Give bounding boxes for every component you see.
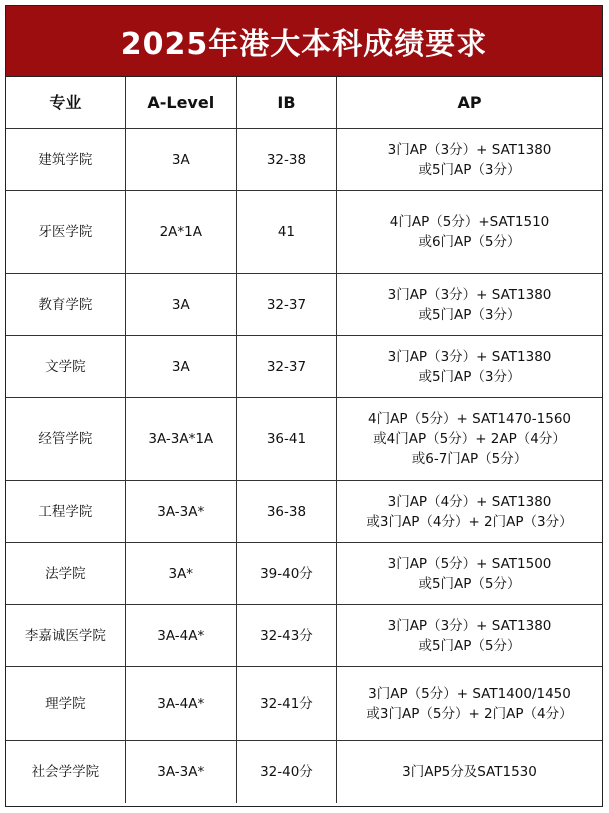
ap-line: 4门AP（5分）+SAT1510 [389, 214, 550, 230]
ib-cell: 32-41分 [236, 667, 336, 741]
ap-line: 或5门AP（5分） [418, 575, 521, 592]
ap-line: 或6-7门AP（5分） [411, 451, 528, 467]
table-row [6, 667, 602, 741]
ap-line: 3门AP（5分）+ SAT1500 [387, 555, 552, 572]
ib-cell: 32-40分 [236, 741, 336, 803]
ap-line: 或5门AP（3分） [418, 161, 521, 178]
faculty-cell: 教育学院 [6, 274, 125, 336]
ap-cell [337, 667, 602, 741]
requirements-card [5, 5, 603, 807]
ib-cell: 32-37 [236, 274, 336, 336]
ap-line: 或3门AP（4分）+ 2门AP（3分） [366, 513, 573, 530]
faculty-cell: 建筑学院 [6, 129, 125, 191]
alevel-cell: 3A [125, 336, 236, 398]
ap-cell [337, 741, 602, 803]
table-row [6, 191, 602, 274]
ap-line: 或6门AP（5分） [418, 234, 521, 250]
table-row [6, 543, 602, 605]
ib-cell: 39-40分 [236, 543, 336, 605]
header-alevel: A-Level [125, 77, 236, 129]
ap-line: 3门AP（3分）+ SAT1380 [387, 141, 552, 158]
ap-line: 或4门AP（5分）+ 2AP（4分） [373, 431, 566, 447]
faculty-cell: 李嘉诚医学院 [6, 605, 125, 667]
header-row [6, 77, 602, 129]
page-title: 2025年港大本科成绩要求 [6, 6, 602, 77]
ap-cell [337, 398, 602, 481]
ap-line: 或5门AP（3分） [418, 368, 521, 385]
ap-line: 或3门AP（5分）+ 2门AP（4分） [366, 705, 573, 722]
alevel-cell: 2A*1A [125, 191, 236, 274]
alevel-cell: 3A-4A* [125, 605, 236, 667]
table-row [6, 274, 602, 336]
ib-cell: 36-38 [236, 481, 336, 543]
ap-cell [337, 336, 602, 398]
faculty-cell: 经管学院 [6, 398, 125, 481]
ap-cell [337, 129, 602, 191]
ap-line: 3门AP（3分）+ SAT1380 [387, 348, 552, 365]
ap-line: 3门AP5分及SAT1530 [402, 763, 537, 780]
alevel-cell: 3A [125, 274, 236, 336]
faculty-cell: 法学院 [6, 543, 125, 605]
ib-cell: 36-41 [236, 398, 336, 481]
ap-cell [337, 191, 602, 274]
ap-line: 或5门AP（5分） [418, 637, 521, 654]
ap-cell [337, 605, 602, 667]
ap-line: 3门AP（4分）+ SAT1380 [387, 493, 552, 510]
faculty-cell: 牙医学院 [6, 191, 125, 274]
table-row [6, 741, 602, 803]
ib-cell: 32-38 [236, 129, 336, 191]
ib-cell: 32-43分 [236, 605, 336, 667]
ap-cell [337, 543, 602, 605]
ap-line: 4门AP（5分）+ SAT1470-1560 [368, 411, 571, 427]
requirements-table [6, 77, 602, 803]
header-ib: IB [236, 77, 336, 129]
faculty-cell: 工程学院 [6, 481, 125, 543]
table-row [6, 481, 602, 543]
faculty-cell: 社会学学院 [6, 741, 125, 803]
ap-line: 3门AP（3分）+ SAT1380 [387, 617, 552, 634]
ap-line: 3门AP（3分）+ SAT1380 [387, 286, 552, 303]
table-row [6, 605, 602, 667]
ap-cell [337, 274, 602, 336]
alevel-cell: 3A* [125, 543, 236, 605]
alevel-cell: 3A [125, 129, 236, 191]
table-row [6, 336, 602, 398]
alevel-cell: 3A-4A* [125, 667, 236, 741]
header-faculty: 专业 [6, 77, 125, 129]
ib-cell: 32-37 [236, 336, 336, 398]
ib-cell: 41 [236, 191, 336, 274]
ap-line: 或5门AP（3分） [418, 306, 521, 323]
faculty-cell: 文学院 [6, 336, 125, 398]
alevel-cell: 3A-3A* [125, 481, 236, 543]
header-ap: AP [337, 77, 602, 129]
table-row [6, 129, 602, 191]
alevel-cell: 3A-3A*1A [125, 398, 236, 481]
alevel-cell: 3A-3A* [125, 741, 236, 803]
table-row [6, 398, 602, 481]
ap-cell [337, 481, 602, 543]
faculty-cell: 理学院 [6, 667, 125, 741]
ap-line: 3门AP（5分）+ SAT1400/1450 [368, 685, 571, 702]
